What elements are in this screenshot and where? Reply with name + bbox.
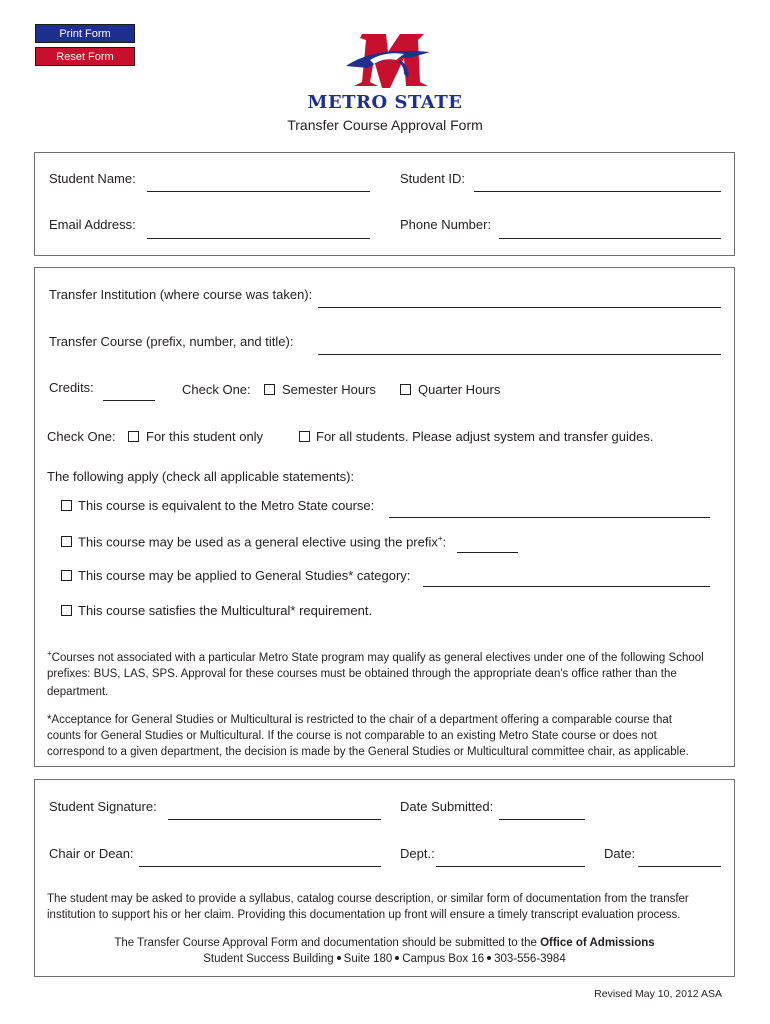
equivalent-course-field[interactable] xyxy=(389,517,710,518)
quarter-hours-checkbox[interactable] xyxy=(400,384,411,395)
transfer-institution-field[interactable] xyxy=(318,307,721,308)
bullet-icon xyxy=(395,956,399,960)
chair-dean-label: Chair or Dean: xyxy=(49,846,134,861)
student-signature-label: Student Signature: xyxy=(49,799,157,814)
credits-label: Credits: xyxy=(49,380,94,395)
email-label: Email Address: xyxy=(49,217,136,232)
this-student-label: For this student only xyxy=(146,429,264,444)
general-studies-field[interactable] xyxy=(423,586,710,587)
student-id-field[interactable] xyxy=(474,191,721,192)
dept-field[interactable] xyxy=(436,866,585,867)
phone-label: Phone Number: xyxy=(400,217,492,232)
scope-check-one-label: Check One: xyxy=(47,429,116,444)
student-name-field[interactable] xyxy=(147,191,370,192)
transfer-course-label: Transfer Course (prefix, number, and title): xyxy=(49,334,294,349)
phone-field[interactable] xyxy=(499,238,721,239)
credits-field[interactable] xyxy=(103,400,155,401)
elective-prefix-field[interactable] xyxy=(457,552,518,553)
bullet-icon xyxy=(487,956,491,960)
hours-check-one-label: Check One: xyxy=(182,382,251,397)
student-id-label: Student ID: xyxy=(400,171,466,186)
date-submitted-field[interactable] xyxy=(499,819,585,820)
metro-state-logo xyxy=(340,30,436,92)
chair-dean-field[interactable] xyxy=(139,866,381,867)
elective-footnote: +Courses not associated with a particular Metro State program may qualify as general electives under one of the following School prefixes: BUS, LAS, SPS. Approval for these courses must be obtained through the appropriate dean's office rather than the department. xyxy=(47,649,704,698)
semester-hours-checkbox[interactable] xyxy=(264,384,275,395)
transfer-institution-label: Transfer Institution (where course was taken): xyxy=(49,287,313,302)
date-field[interactable] xyxy=(638,866,721,867)
date-label: Date: xyxy=(604,846,636,861)
multicultural-checkbox[interactable] xyxy=(61,605,72,616)
student-signature-field[interactable] xyxy=(168,819,381,820)
following-apply-label: The following apply (check all applicable statements): xyxy=(47,469,355,484)
equivalent-course-label: This course is equivalent to the Metro State course: xyxy=(78,498,375,513)
general-studies-footnote: *Acceptance for General Studies or Multicultural is restricted to the chair of a department offering a comparable course that counts for General Studies or Multicultural. If the course is not comparable to an existing Metro State course or does not correspond to a given department, the decision is made by the General Studies or Multicultural committee chair, as applicable. xyxy=(47,714,689,758)
equivalent-course-checkbox[interactable] xyxy=(61,500,72,511)
general-studies-checkbox[interactable] xyxy=(61,570,72,581)
general-elective-label: This course may be used as a general elective using the prefix+: xyxy=(78,534,447,550)
print-form-button[interactable]: Print Form xyxy=(35,24,135,43)
all-students-label: For all students. Please adjust system and transfer guides. xyxy=(316,429,654,444)
this-student-checkbox[interactable] xyxy=(128,431,139,442)
dept-label: Dept.: xyxy=(400,846,435,861)
bullet-icon xyxy=(337,956,341,960)
brand-name: METRO STATE xyxy=(307,92,463,113)
general-studies-label: This course may be applied to General Studies* category: xyxy=(78,568,411,583)
quarter-hours-label: Quarter Hours xyxy=(418,382,501,397)
date-submitted-label: Date Submitted: xyxy=(400,799,494,814)
email-field[interactable] xyxy=(147,238,370,239)
revision-date: Revised May 10, 2012 ASA xyxy=(594,988,722,1000)
office-address: Student Success Building Suite 180 Campus Box 16 303-556-3984 xyxy=(203,953,566,965)
documentation-note: The student may be asked to provide a syllabus, catalog course description, or similar form of documentation from the transfer institution to support his or her claim. Providing this documentation up front will ensure a timely transcript evaluation process. xyxy=(47,893,689,921)
student-info-section xyxy=(34,152,735,256)
all-students-checkbox[interactable] xyxy=(299,431,310,442)
submission-instructions: The Transfer Course Approval Form and documentation should be submitted to the Office of Admissions xyxy=(114,937,655,949)
semester-hours-label: Semester Hours xyxy=(282,382,376,397)
reset-form-button[interactable]: Reset Form xyxy=(35,47,135,66)
general-elective-checkbox[interactable] xyxy=(61,536,72,547)
multicultural-label: This course satisfies the Multicultural* requirement. xyxy=(78,603,373,618)
transfer-course-field[interactable] xyxy=(318,354,721,355)
student-name-label: Student Name: xyxy=(49,171,136,186)
form-title: Transfer Course Approval Form xyxy=(287,117,483,133)
